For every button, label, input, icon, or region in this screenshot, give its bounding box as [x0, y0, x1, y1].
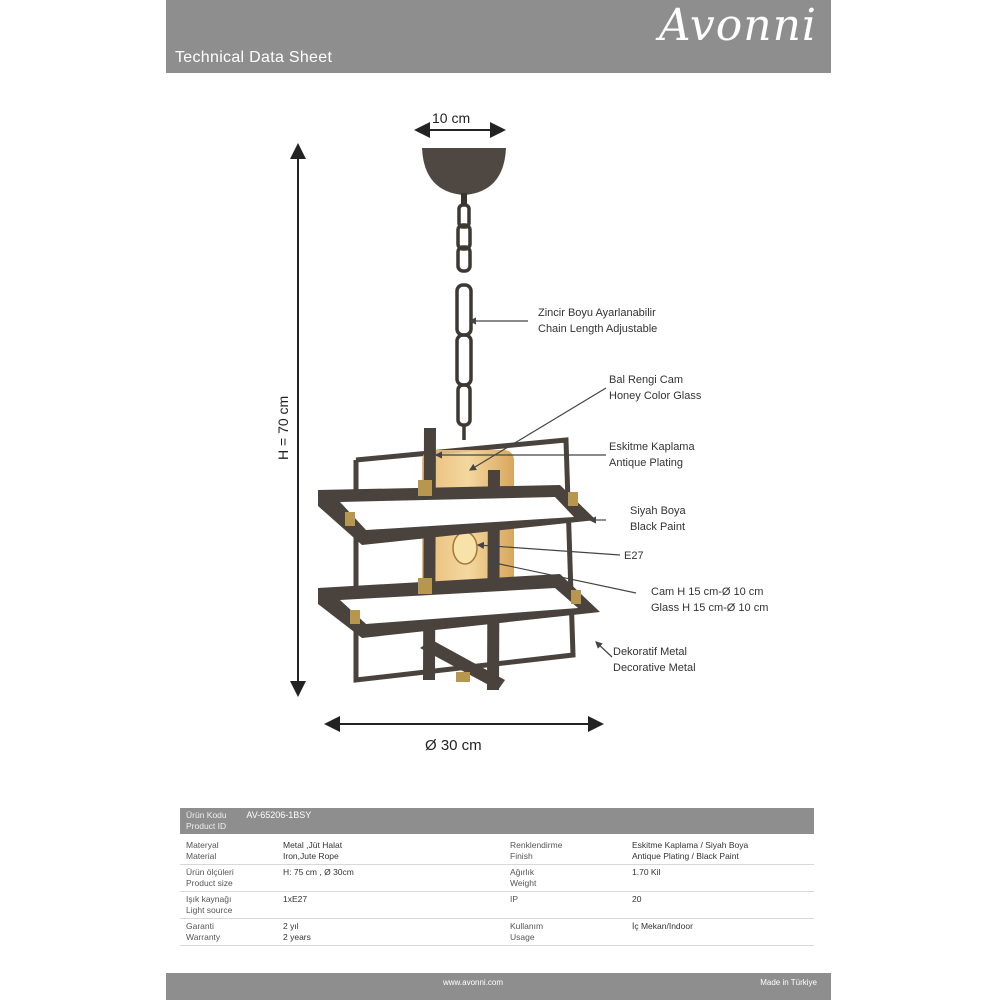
callout-chain-en: Chain Length Adjustable — [538, 323, 658, 335]
spec-value: İç Mekan/Indoor — [632, 921, 693, 931]
spec-value: 1.70 Kil — [632, 867, 661, 877]
spec-value: 20 — [632, 894, 642, 904]
canopy-width-label: 10 cm — [432, 110, 471, 126]
callout-chain-tr: Zincir Boyu Ayarlanabilir — [538, 307, 656, 319]
spec-row — [180, 836, 814, 865]
spec-label-tr: Materyal — [186, 840, 219, 850]
callout-paint-tr: Siyah Boya — [630, 505, 686, 517]
canopy — [422, 148, 506, 195]
callout-plating-en: Antique Plating — [609, 457, 683, 469]
spec-value: Metal ,Jüt Halat — [283, 840, 343, 850]
callout-glass-color — [609, 372, 701, 404]
spec-value: Iron,Jute Rope — [283, 851, 339, 861]
spec-label-tr: Ağırlık — [510, 867, 535, 877]
callout-socket-tr: E27 — [624, 550, 644, 562]
made-in-label: Made in Türkiye — [760, 978, 817, 987]
callout-plating-tr: Eskitme Kaplama — [609, 441, 695, 453]
spec-label-tr: Işık kaynağı — [186, 894, 232, 904]
callout-metal — [613, 644, 696, 676]
callout-paint — [630, 503, 686, 535]
callout-metal-tr: Dekoratif Metal — [613, 646, 687, 658]
callout-glass-size-tr: Cam H 15 cm-Ø 10 cm — [651, 586, 764, 598]
height-label-text: H = 70 cm — [275, 395, 291, 460]
page-title: Technical Data Sheet — [175, 49, 333, 66]
product-code-cell — [180, 808, 814, 836]
callout-glass-color-en: Honey Color Glass — [609, 390, 702, 402]
callout-glass-size-en: Glass H 15 cm-Ø 10 cm — [651, 602, 769, 614]
product-code-value: AV-65206-1BSY — [246, 810, 312, 820]
spec-label-tr: Kullanım — [510, 921, 544, 931]
spec-row — [180, 892, 814, 919]
spec-label-tr: Renklendirme — [510, 840, 563, 850]
spec-label-en: Finish — [510, 851, 533, 861]
spec-label-en: Light source — [186, 905, 233, 915]
spec-label-en: Warranty — [186, 932, 221, 942]
product-code-row — [180, 808, 814, 836]
callout-socket — [624, 548, 644, 564]
spec-value: 1xE27 — [283, 894, 308, 904]
callout-paint-en: Black Paint — [630, 521, 686, 533]
spec-label-en: Usage — [510, 932, 535, 942]
spec-row — [180, 865, 814, 892]
spec-label-en: Product size — [186, 878, 233, 888]
brand-logo: Avonni — [658, 0, 817, 51]
website-link[interactable]: www.avonni.com — [443, 978, 504, 987]
callout-plating — [609, 439, 695, 471]
spec-value: Eskitme Kaplama / Siyah Boya — [632, 840, 749, 850]
spec-label-tr: Ürün ölçüleri — [186, 867, 234, 877]
spec-table — [180, 808, 814, 946]
product-code-label-tr: Ürün Kodu — [186, 810, 227, 820]
diameter-label: Ø 30 cm — [425, 737, 482, 754]
footer-band — [166, 973, 831, 1000]
height-label — [275, 396, 291, 460]
spec-value: H: 75 cm , Ø 30cm — [283, 867, 354, 877]
product-code-label-en: Product ID — [186, 821, 227, 831]
spec-label-tr: Garanti — [186, 921, 214, 931]
spec-label-tr: IP — [510, 894, 519, 904]
spec-value: 2 years — [283, 932, 311, 942]
spec-value: 2 yıl — [283, 921, 299, 931]
spec-row — [180, 919, 814, 946]
chain — [457, 205, 471, 440]
spec-label-en: Material — [186, 851, 217, 861]
callout-metal-en: Decorative Metal — [613, 662, 696, 674]
callout-chain — [538, 305, 657, 337]
callout-glass-size — [651, 584, 768, 616]
spec-label-en: Weight — [510, 878, 537, 888]
bottom-frame — [318, 574, 600, 638]
callout-glass-color-tr: Bal Rengi Cam — [609, 374, 683, 386]
spec-value: Antique Plating / Black Paint — [632, 851, 739, 861]
